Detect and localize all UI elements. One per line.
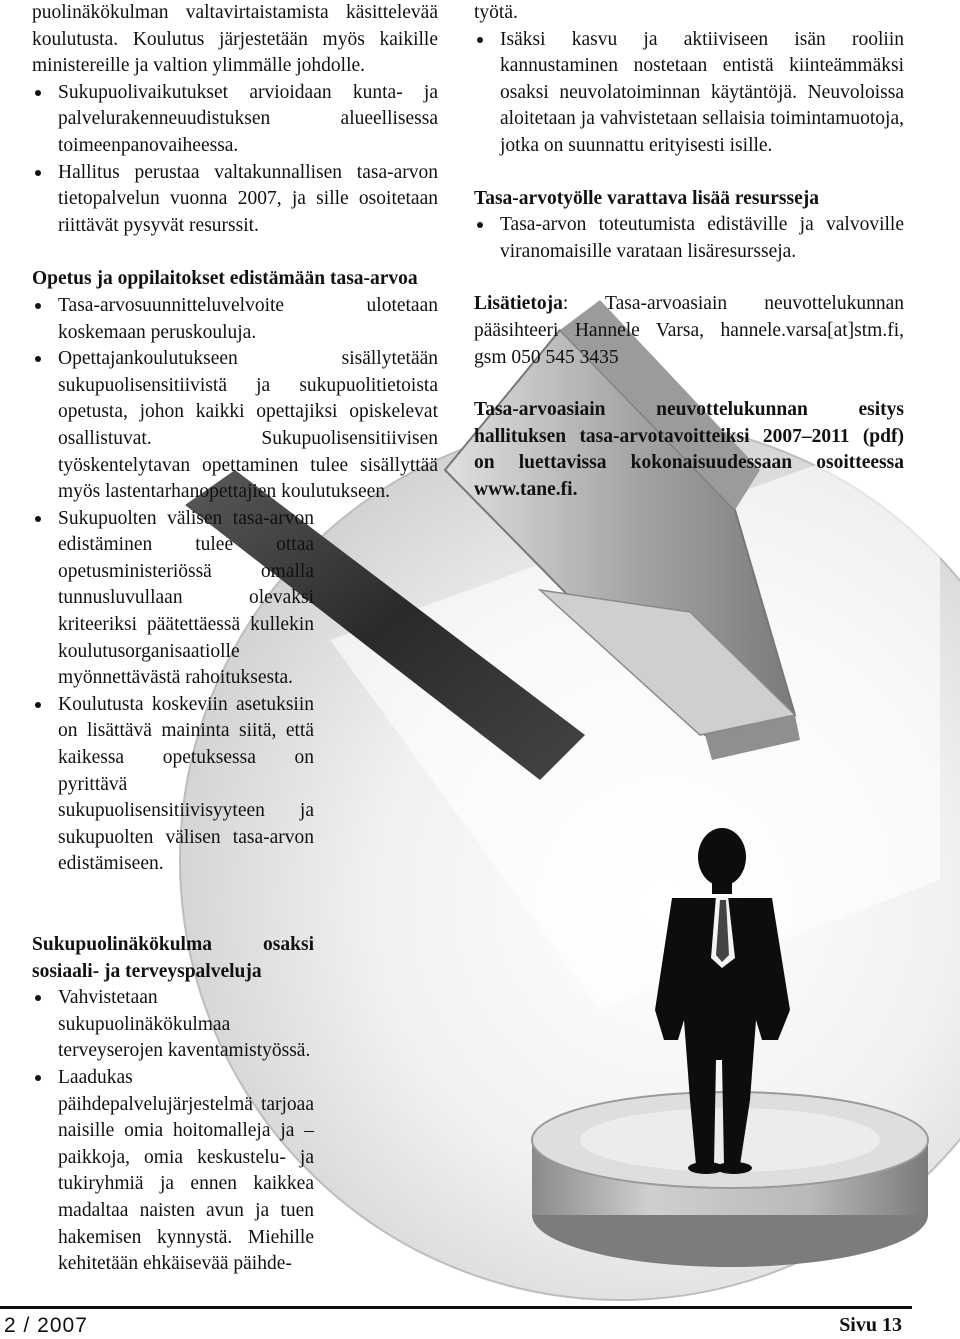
list-item: Tasa-arvosuunnitteluvelvoite ulotetaan koskemaan peruskouluja. bbox=[32, 293, 438, 346]
closing-notice: Tasa-arvoasiain neuvottelukunnan esitys hallituksen tasa-arvotavoitteiksi 2007–2011 (pdf) on luettavissa kokonaisuudessaan osoitteessa www.tane.fi. bbox=[474, 399, 904, 500]
list-item: Hallitus perustaa valtakunnallisen tasa-arvon tietopalvelun vuonna 2007, ja sille osoitetaan riittävät pysyvät resurssit. bbox=[32, 160, 438, 240]
bullet-list-fathers bbox=[474, 27, 904, 160]
contact-info bbox=[474, 291, 904, 371]
intro-paragraph: puolinäkökulman valtavirtaistamista käsittelevää koulutusta. Koulutus järjestetään myös kaikille ministereille ja valtion ylimmälle johdolle. bbox=[32, 2, 438, 77]
heading-education: Opetus ja oppilaitokset edistämään tasa-arvoa bbox=[32, 268, 418, 290]
list-item: Isäksi kasvu ja aktiiviseen isän rooliin kannustaminen nostetaan entistä kiinteämmäksi osaksi neuvolatoiminnan käytäntöjä. Neuvoloissa aloitetaan ja vahvistetaan sellaisia toimintamuotoja, jotka on suunnattu erityisesti isille. bbox=[474, 27, 904, 160]
list-item: Tasa-arvon toteutumista edistäville ja valvoville viranomaisille varataan lisäresursseja. bbox=[474, 212, 904, 265]
list-item: Koulutusta koskeviin asetuksiin on lisättävä maininta siitä, että kaikessa opetuksessa on pyrittävä sukupuolisensitiivisyyteen ja sukupuolten välisen tasa-arvon edistämiseen. bbox=[32, 692, 314, 878]
issue-number: 2 / 2007 bbox=[4, 1314, 88, 1337]
list-item: Laadukas päihdepalvelujärjestelmä tarjoaa naisille omia hoitomalleja ja –paikkoja, omia keskustelu- ja tukiryhmiä ja ennen kaikkea madaltaa naisten avun ja tuen hakemisen kynnystä. Miehille kehitetään ehkäisevää päihde- bbox=[32, 1065, 314, 1278]
footer-rule bbox=[0, 1306, 912, 1309]
bottom-left-block bbox=[32, 932, 314, 1278]
continuation-text: työtä. bbox=[474, 2, 518, 23]
page-number: Sivu 13 bbox=[839, 1314, 902, 1336]
bullet-list-resources bbox=[474, 212, 904, 265]
left-column bbox=[32, 0, 438, 878]
heading-social-services: Sukupuolinäkökulma osaksi sosiaali- ja terveyspalveluja bbox=[32, 934, 314, 982]
bullet-list-education bbox=[32, 293, 438, 878]
bullet-list-top bbox=[32, 80, 438, 240]
info-label: Lisätietoja bbox=[474, 293, 563, 315]
heading-resources: Tasa-arvotyölle varattava lisää resursseja bbox=[474, 187, 820, 209]
bullet-list-social bbox=[32, 985, 314, 1278]
list-item: Opettajankoulutukseen sisällytetään sukupuolisensitiivistä ja sukupuolitietoista opetusta, johon kaikki opettajiksi opiskelevat osallistuvat. Sukupuolisensitiivisen työskentelytavan opettaminen tulee sisällyttää myös lastentarhanopettajien koulutukseen. bbox=[32, 346, 438, 506]
list-item: Sukupuolten välisen tasa-arvon edistäminen tulee ottaa opetusministeriössä omalla tunnusluvullaan olevaksi kriteeriksi päätettäessä kullekin koulutusorganisaatiolle myönnettävästä rahoituksesta. bbox=[32, 506, 314, 692]
info-text: : Tasa-arvoasiain neuvottelukunnan pääsihteeri Hannele Varsa, hannele.varsa[at]stm.fi, gsm 050 545 3435 bbox=[474, 293, 904, 368]
right-column bbox=[474, 0, 904, 504]
list-item: Vahvistetaan sukupuolinäkökulmaa terveyserojen kaventamistyössä. bbox=[32, 985, 314, 1065]
list-item: Sukupuolivaikutukset arvioidaan kunta- ja palvelurakenneuudistuksen alueellisessa toimeenpanovaiheessa. bbox=[32, 80, 438, 160]
